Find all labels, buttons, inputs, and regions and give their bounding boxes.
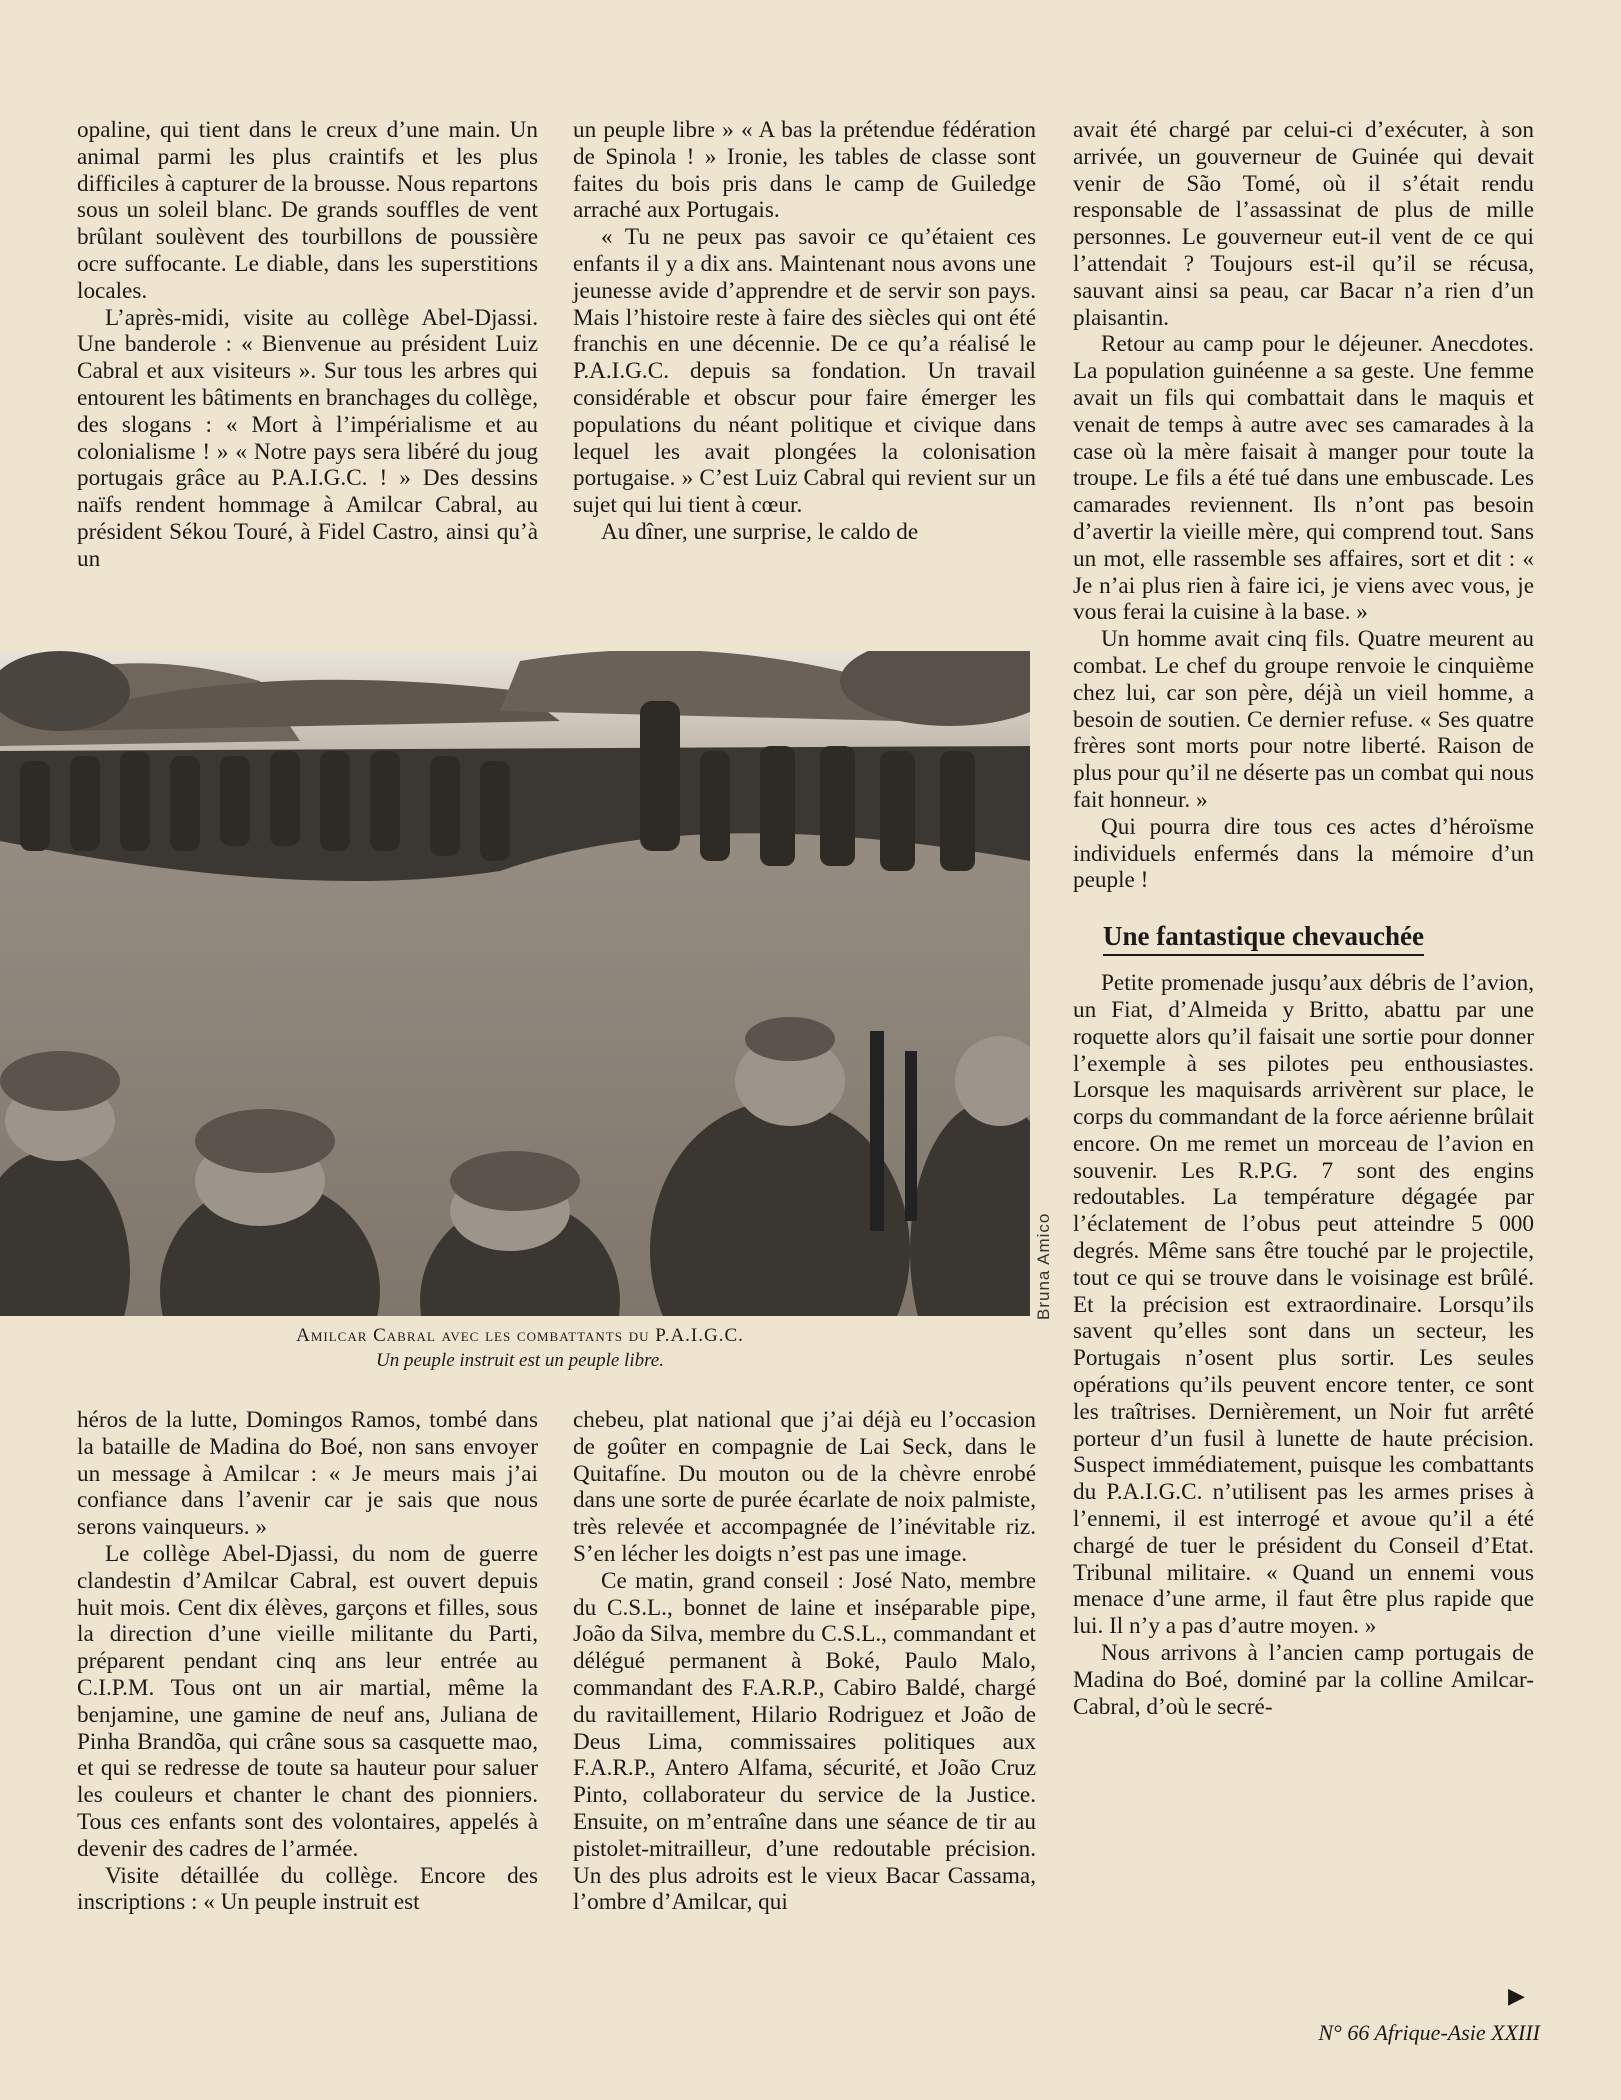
section-heading: Une fantastique chevauchée <box>1103 920 1424 956</box>
paragraph: Retour au camp pour le déjeuner. Anecdotes. La population guinéenne a sa geste. Une femme avait un fils qui combattait dans le maquis et venait de temps à autre avec ses camarades à la case où la mère faisait à manger pour toute la troupe. Le fils a été tué dans une embuscade. Les camarades reviennent. Ils n’ont pas besoin d’avertir la vieille mère, qui comprend tout. Sans un mot, elle rassemble ses affaires, sort et dit : « Je n’ai plus rien à faire ici, je viens avec vous, je vous ferai la cuisine à la base. » <box>1073 331 1534 626</box>
photo-combatants <box>0 651 1030 1316</box>
paragraph: Le collège Abel-Djassi, du nom de guerre clandestin d’Amilcar Cabral, est ouvert depuis huit mois. Cent dix élèves, garçons et filles, sous la direction d’une vieille militante du Parti, préparent pendant cinq ans leur entrée au C.I.P.M. Tous ont un air martial, même la benjamine, une gamine de neuf ans, Juliana de Pinha Brandõa, qui crâne sous sa casquette mao, et qui se redresse de toute sa hauteur pour saluer les couleurs et chanter le chant des pionniers. Tous ces enfants sont des volontaires, appelés à devenir des cadres de l’armée. <box>77 1540 538 1862</box>
column-1-bottom <box>77 1407 538 1916</box>
paragraph: Un homme avait cinq fils. Quatre meurent au combat. Le chef du groupe renvoie le cinquième chez lui, car son père, déjà un vieil homme, a besoin de soutien. Ce dernier refuse. « Ses quatre frères sont morts pour notre liberté. Raison de plus pour qu’il ne déserte pas un combat qui nous fait honneur. » <box>1073 626 1534 813</box>
paragraph: avait été chargé par celui-ci d’exécuter, à son arrivée, un gouverneur de Guinée qui devait venir de São Tomé, où il s’était rendu responsable de l’assassinat de plus de mille personnes. Le gouverneur eut-il vent de ce qui l’attendait ? Toujours est-il qu’il se récusa, sauvant ainsi sa peau, car Bacar n’a rien d’un plaisantin. <box>1073 117 1534 331</box>
paragraph: Visite détaillée du collège. Encore des inscriptions : « Un peuple instruit est <box>77 1862 538 1916</box>
column-3 <box>1073 117 1534 1720</box>
column-2-top <box>573 117 1036 546</box>
photo-credit: Bruna Amico <box>1034 1212 1053 1320</box>
paragraph: Nous arrivons à l’ancien camp portugais de Madina do Boé, dominé par la colline Amilcar-Cabral, d’où le secré- <box>1073 1640 1534 1720</box>
page-footer: N° 66 Afrique-Asie XXIII <box>1318 2020 1540 2045</box>
caption-line-2: Un peuple instruit est un peuple libre. <box>376 1350 664 1371</box>
paragraph: chebeu, plat national que j’ai déjà eu l’occasion de goûter en compagnie de Lai Seck, dans le Quitafíne. Du mouton ou de la chèvre enrobé dans une sorte de purée écarlate de noix palmiste, très relevée et accompagnée de l’inévitable riz. S’en lécher les doigts n’est pas une image. <box>573 1407 1036 1567</box>
caption-line-1: Amilcar Cabral avec les combattants du P.A.I.G.C. <box>296 1325 744 1346</box>
photo-caption <box>0 1323 1040 1373</box>
paragraph: Qui pourra dire tous ces actes d’héroïsme individuels enfermés dans la mémoire d’un peuple ! <box>1073 813 1534 894</box>
paragraph: Ce matin, grand conseil : José Nato, membre du C.S.L., bonnet de laine et inséparable pipe, João da Silva, membre du C.S.L., commandant et délégué permanent à Boké, Paulo Malo, commandant des F.A.R.P., Cabiro Baldé, chargé du ravitaillement, Hilario Rodriguez et João de Deus Lima, commissaires politiques aux F.A.R.P., Antero Alfama, sécurité, et João Cruz Pinto, collaborateur du service de la Justice. Ensuite, on m’entraîne dans une séance de tir au pistolet-mitrailleur, d’une redoutable précision. Un des plus adroits est le vieux Bacar Cassama, l’ombre d’Amilcar, qui <box>573 1567 1036 1916</box>
paragraph: héros de la lutte, Domingos Ramos, tombé dans la bataille de Madina do Boé, non sans envoyer un message à Amilcar : « Je meurs mais j’ai confiance dans l’avenir car je sais que nous serons vainqueurs. » <box>77 1407 538 1541</box>
column-2-bottom <box>573 1407 1036 1916</box>
column-1-top <box>77 117 538 573</box>
paragraph: opaline, qui tient dans le creux d’une main. Un animal parmi les plus craintifs et les plus difficiles à capturer de la brousse. Nous repartons sous un soleil blanc. De grands souffles de vent brûlant soulèvent des tourbillons de poussière ocre suffocante. Le diable, dans les superstitions locales. <box>77 117 538 304</box>
paragraph: « Tu ne peux pas savoir ce qu’étaient ces enfants il y a dix ans. Maintenant nous avons une jeunesse avide d’apprendre et de servir son pays. Mais l’histoire reste à faire des siècles qui ont été franchis en une décennie. De ce qu’a réalisé le P.A.I.G.C. depuis sa fondation. Un travail considérable et obscur pour faire émerger les populations du néant politique et civique dans lequel les avait plongées la colonisation portugaise. » C’est Luiz Cabral qui revient sur un sujet qui lui tient à cœur. <box>573 224 1036 519</box>
continue-arrow-icon: ▶ <box>1508 1983 1525 2008</box>
paragraph: Petite promenade jusqu’aux débris de l’avion, un Fiat, d’Almeida y Britto, abattu par une roquette alors qu’il faisait une sortie pour donner l’exemple à ses pilotes peu enthousiastes. Lorsque les maquisards arrivèrent sur place, le corps du commandant de la force aérienne brûlait encore. On me remet un morceau de l’avion en souvenir. Les R.P.G. 7 sont des engins redoutables. La température dégagée par l’éclatement de l’obus peut atteindre 5 000 degrés. Même sans être touché par le projectile, tout ce qui se trouve dans le voisinage est brûlé. Et la précision est extraordinaire. Lorsqu’ils savent qu’elles sont dans un secteur, les Portugais n’osent plus sortir. Les seules opérations qu’ils peuvent encore tenter, ce sont les traîtrises. Dernièrement, un Noir fut arrêté porteur d’un fusil à lunette de haute précision. Suspect immédiatement, puisque les combattants du P.A.I.G.C. n’utilisent pas les armes prises à l’ennemi, il est interrogé et avoue qu’il a été chargé de tuer le président du Conseil d’Etat. Tribunal militaire. « Quand un ennemi vous menace d’une arme, il faut être plus rapide que lui. Il n’y a pas d’autre moyen. » <box>1073 970 1534 1640</box>
paragraph: Au dîner, une surprise, le caldo de <box>601 518 919 545</box>
paragraph: un peuple libre » « A bas la prétendue fédération de Spinola ! » Ironie, les tables de classe sont faites du bois pris dans le camp de Guiledge arraché aux Portugais. <box>573 117 1036 224</box>
paragraph: L’après-midi, visite au collège Abel-Djassi. Une banderole : « Bienvenue au président Luiz Cabral et aux visiteurs ». Sur tous les arbres qui entourent les bâtiments en branchages du collège, des slogans : « Mort à l’impérialisme et au colonialisme ! » « Notre pays sera libéré du joug portugais grâce au P.A.I.G.C. ! » Des dessins naïfs rendent hommage à Amilcar Cabral, au président Sékou Touré, à Fidel Castro, ainsi qu’à un <box>77 304 538 572</box>
